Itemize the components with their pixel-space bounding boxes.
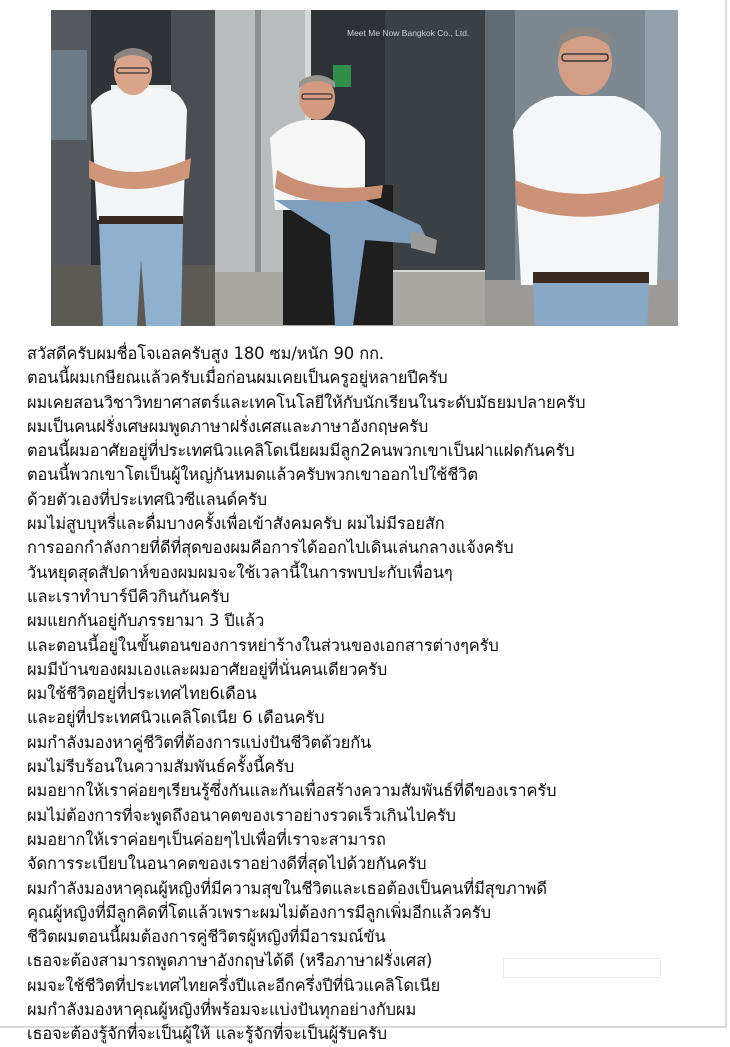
faint-placeholder-box (503, 958, 661, 978)
bio-line: ผมกำลังมองหาคุณผู้หญิงที่มีความสุขในชีวิตและเธอต้องเป็นคนที่มีสุขภาพดี (27, 878, 547, 898)
bio-line: ผมแยกกันอยู่กับภรรยามา 3 ปีแล้ว (27, 611, 265, 631)
bio-line: การออกกำลังกายที่ดีที่สุดของผมคือการได้ออกไปเดินเล่นกลางแจ้งครับ (27, 538, 514, 558)
bio-line: ตอนนี้พวกเขาโตเป็นผู้ใหญ่กันหมดแล้วครับพวกเขาออกไปใช้ชีวิต (27, 465, 478, 485)
man-seated-illustration (215, 10, 485, 326)
photo-closeup (485, 10, 678, 326)
bio-line: คุณผู้หญิงที่มีลูกคิดที่โตแล้วเพราะผมไม่ต้องการมีลูกเพิ่มอีกแล้วครับ (27, 902, 491, 922)
bio-line: ผมไม่ต้องการที่จะพูดถึงอนาคตของเราอย่างรวดเร็วเกินไปครับ (27, 805, 456, 825)
photo-standing (51, 10, 215, 326)
office-sign-text: Meet Me Now Bangkok Co., Ltd. (347, 28, 470, 38)
photo-seated (215, 10, 485, 326)
bio-line: ผมกำลังมองหาคุณผู้หญิงที่พร้อมจะแบ่งปันทุกอย่างกับผม (27, 1000, 417, 1020)
bio-line: และอยู่ที่ประเทศนิวแคลิโดเนีย 6 เดือนครับ (27, 708, 325, 728)
bio-line: เธอจะต้องรู้จักที่จะเป็นผู้ให้ และรู้จักที่จะเป็นผู้รับครับ (27, 1024, 387, 1044)
bio-line: ผมอยากให้เราค่อยๆเรียนรู้ซึ่งกันและกันเพื่อสร้างความสัมพันธ์ที่ดีของเราครับ (27, 781, 557, 801)
bio-line: ผมกำลังมองหาคู่ชีวิตที่ต้องการแบ่งปันชีวิตด้วยกัน (27, 732, 372, 752)
bio-line: ด้วยตัวเองที่ประเทศนิวซีแลนด์ครับ (27, 489, 268, 509)
bio-line: ผมไม่รีบร้อนในความสัมพันธ์ครั้งนี้ครับ (27, 757, 295, 777)
bio-line: ผมใช้ชีวิตอยู่ที่ประเทศไทย6เดือน (27, 684, 257, 704)
bio-line: ผมเคยสอนวิชาวิทยาศาสตร์และเทคโนโลยีให้กับนักเรียนในระดับมัธยมปลายครับ (27, 392, 586, 412)
bio-line: ตอนนี้ผมอาศัยอยู่ที่ประเทศนิวแคลิโดเนียผมมีลูก2คนพวกเขาเป็นฝาแฝดกันครับ (27, 441, 575, 461)
bio-line: และเราทำบาร์บีคิวกินกันครับ (27, 586, 230, 606)
bio-line: และตอนนี้อยู่ในขั้นตอนของการหย่าร้างในส่วนของเอกสารต่างๆครับ (27, 635, 499, 655)
bio-line: จัดการระเบียบในอนาคตของเราอย่างดีที่สุดไปด้วยกันครับ (27, 854, 427, 874)
bio-text (27, 342, 717, 1047)
bio-line: ผมมีบ้านของผมเองและผมอาศัยอยู่ที่นั่นคนเดียวครับ (27, 659, 388, 679)
bio-line: ตอนนี้ผมเกษียณแล้วครับเมื่อก่อนผมเคยเป็นครูอยู่หลายปีครับ (27, 368, 448, 388)
bio-line: สวัสดีครับผมชื่อโจเอลครับสูง 180 ซม/หนัก 90 กก. (27, 344, 385, 363)
bio-line: วันหยุดสุดสัปดาห์ของผมผมจะใช้เวลานี้ในการพบปะกับเพื่อนๆ (27, 562, 453, 582)
bio-line: ชีวิตผมตอนนี้ผมต้องการคู่ชีวิตรผู้หญิงที่มีอารมณ์ขัน (27, 927, 386, 947)
bio-line: เธอจะต้องสามารถพูดภาษาอังกฤษได้ดี (หรือภาษาฝรั่งเศส) (27, 951, 433, 971)
bio-line: ผมอยากให้เราค่อยๆเป็นค่อยๆไปเพื่อที่เราจะสามารถ (27, 829, 386, 849)
man-standing-illustration (51, 10, 215, 326)
man-closeup-illustration (485, 10, 678, 326)
bio-line: ผมไม่สูบบุหรี่และดื่มบางครั้งเพื่อเข้าสังคมครับ ผมไม่มีรอยสัก (27, 514, 445, 534)
bio-line: ผมเป็นคนฝรั่งเศษผมพูดภาษาฝรั่งเศสและภาษาอังกฤษครับ (27, 416, 429, 436)
bio-line: ผมจะใช้ชีวิตที่ประเทศไทยครึ่งปีและอีกครึ่งปีที่นิวแคลิโดเนีย (27, 975, 441, 995)
